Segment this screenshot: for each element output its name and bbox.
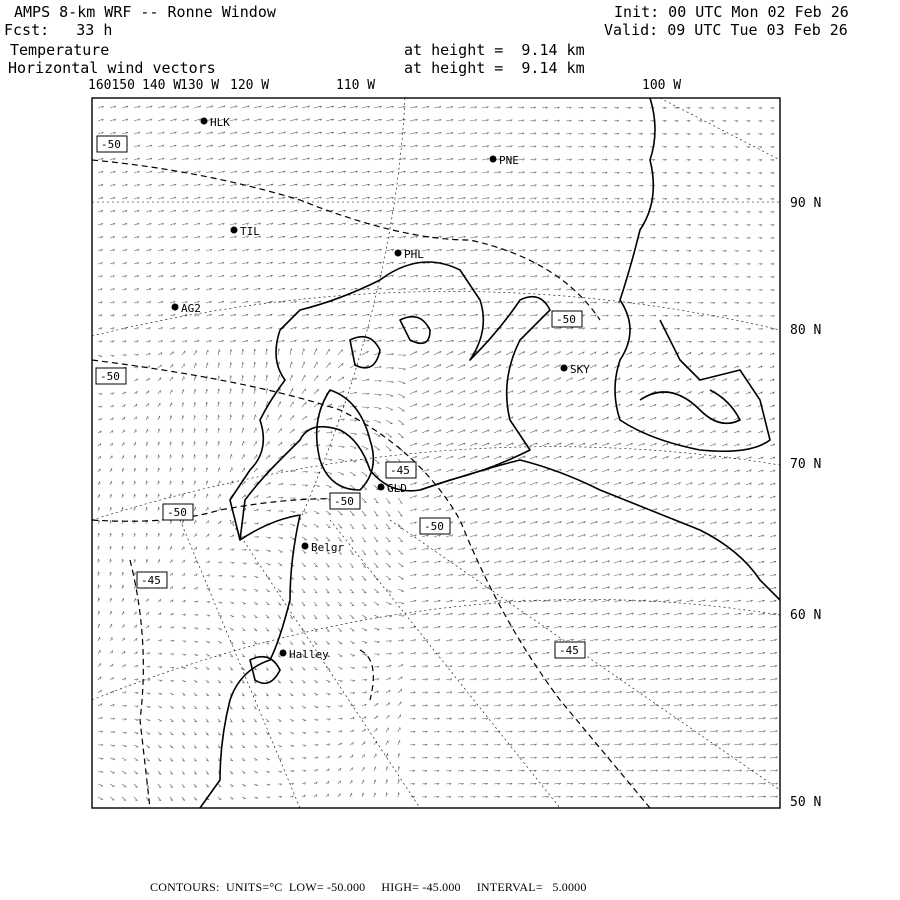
contour-label: -50 <box>556 313 576 326</box>
coastline-east <box>420 460 780 600</box>
temperature-contours <box>92 160 650 808</box>
wind-vectors <box>98 106 778 801</box>
coastline-west <box>200 330 300 808</box>
station-label: Belgr <box>311 541 345 554</box>
station-label: Halley <box>289 648 329 661</box>
station-label: PNE <box>499 154 519 167</box>
init-time: Init: 00 UTC Mon 02 Feb 26 <box>614 3 849 21</box>
contour-label: -45 <box>141 574 161 587</box>
lon-label-130w: 130 W <box>180 78 220 93</box>
coastline-peninsula <box>615 98 770 451</box>
contour-label: -50 <box>334 495 354 508</box>
meridian-line <box>330 520 560 808</box>
valid-time: Valid: 09 UTC Tue 03 Feb 26 <box>604 21 848 39</box>
lat-label-90: 90 N <box>790 196 822 211</box>
station-marker <box>201 118 208 125</box>
graticule <box>92 98 780 808</box>
station-marker <box>561 365 568 372</box>
contour-label: -45 <box>559 644 579 657</box>
lon-label-140w: 140 W <box>142 78 182 93</box>
contour-label: -50 <box>424 520 444 533</box>
wind-vectors-layer <box>98 106 778 801</box>
meridian-line <box>660 98 780 160</box>
contour-label: -50 <box>100 370 120 383</box>
field-name-temperature: Temperature <box>10 41 110 59</box>
coastline-ice-shelf <box>240 262 550 540</box>
lon-label-160w: 160150 <box>88 78 135 93</box>
contour-line <box>92 499 360 522</box>
meridian-line <box>300 98 405 520</box>
station-marker <box>490 156 497 163</box>
coastline-berkner <box>317 390 374 490</box>
contour-label: -50 <box>167 506 187 519</box>
coastline <box>200 98 780 808</box>
lon-label-120w: 120 W <box>230 78 270 93</box>
lon-label-100w: 100 W <box>642 78 682 93</box>
station-marker <box>172 304 179 311</box>
station-marker <box>378 484 385 491</box>
station-label: HLK <box>210 116 230 129</box>
lat-label-60: 60 N <box>790 608 822 623</box>
station-label: GLD <box>387 482 407 495</box>
contour-label: -45 <box>390 464 410 477</box>
lat-label-50: 50 N <box>790 795 822 810</box>
station-label: TIL <box>240 225 260 238</box>
station-marker <box>280 650 287 657</box>
height-label-1: at height = 9.14 km <box>404 41 585 59</box>
contour-line <box>92 360 650 808</box>
station-label: SKY <box>570 363 590 376</box>
station-marker <box>302 543 309 550</box>
field-name-wind: Horizontal wind vectors <box>8 59 216 77</box>
map-title: AMPS 8-km WRF -- Ronne Window <box>14 3 276 21</box>
coastline-island <box>400 317 430 344</box>
forecast-hour: Fcst: 33 h <box>4 21 113 39</box>
meridian-line <box>180 520 300 808</box>
station-marker <box>231 227 238 234</box>
station-label: AG2 <box>181 302 201 315</box>
contour-label: -50 <box>101 138 121 151</box>
coastline-island <box>250 657 280 684</box>
contour-line <box>130 560 150 808</box>
lon-label-110w: 110 W <box>336 78 376 93</box>
lat-label-80: 80 N <box>790 323 822 338</box>
height-label-2: at height = 9.14 km <box>404 59 585 77</box>
station-label: PHL <box>404 248 424 261</box>
lat-label-70: 70 N <box>790 457 822 472</box>
plot-frame <box>92 98 780 808</box>
contour-line <box>360 650 373 700</box>
contour-legend: CONTOURS: UNITS=°C LOW= -50.000 HIGH= -45.000 INTERVAL= 5.0000 <box>150 880 587 894</box>
station-marker <box>395 250 402 257</box>
meridian-line <box>230 520 420 808</box>
